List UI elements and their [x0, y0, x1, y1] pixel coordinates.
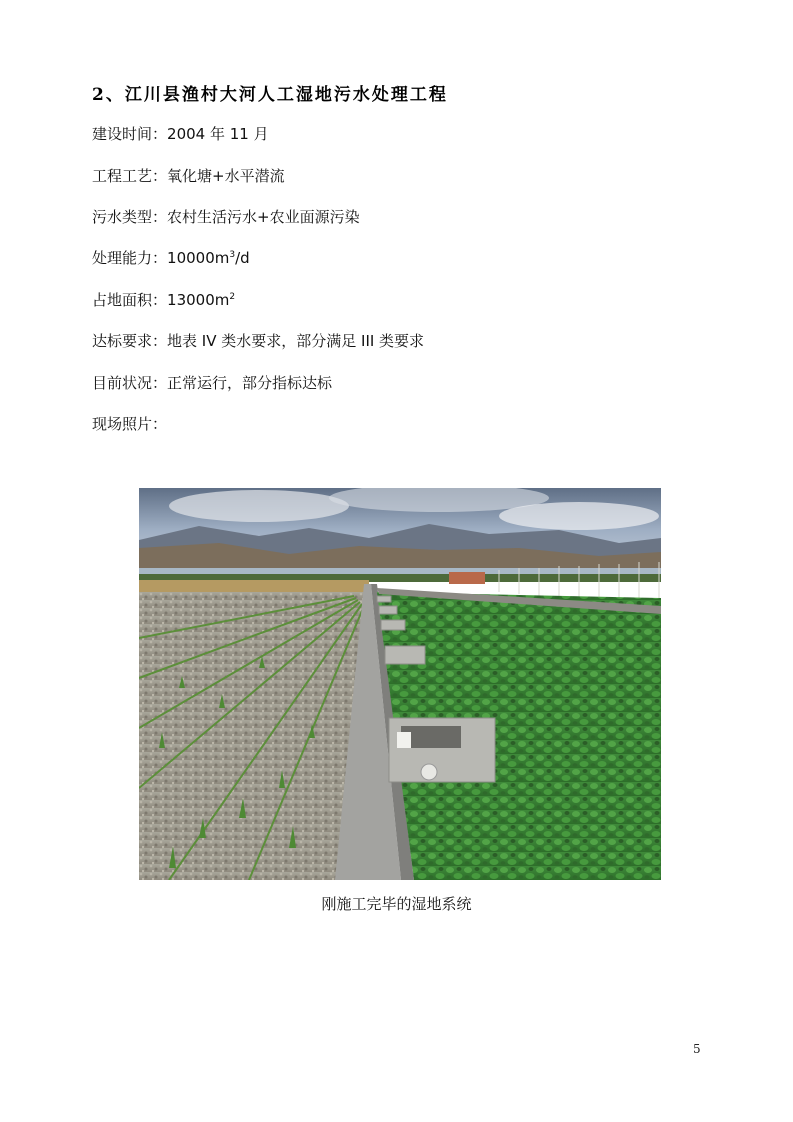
build-time-label: 建设时间 ：: [92, 125, 167, 143]
area-value: 13000m: [167, 291, 230, 309]
photos-label: 现场照片 ：: [92, 415, 167, 433]
sewage-type-value: 农村生活污水+农业面源污染: [167, 208, 360, 226]
area-label: 占地面积 ：: [92, 291, 167, 309]
capacity-unit-exponent: 3: [229, 250, 236, 260]
wetland-photo: [139, 488, 661, 880]
process-value: 氧化塘+水平潜流: [167, 167, 285, 185]
capacity-label: 处理能力 ：: [92, 249, 167, 267]
standard-value: 地表 IV 类水要求，部分满足 III 类要求: [167, 332, 425, 350]
photo-caption: 刚施工完毕的湿地系统: [321, 895, 472, 913]
sewage-type-label: 污水类型 ：: [92, 208, 167, 226]
standard-line: [92, 331, 424, 351]
capacity-value: 10000m: [167, 249, 230, 267]
status-label: 目前状况 ：: [92, 374, 167, 392]
status-value: 正常运行，部分指标达标: [167, 374, 333, 392]
photos-line: [92, 414, 167, 434]
process-line: [92, 166, 285, 186]
area-unit-exponent: 2: [229, 292, 236, 302]
process-label: 工程工艺 ：: [92, 167, 167, 185]
status-line: [92, 373, 332, 393]
build-time-value: 2004 年 11 月: [167, 125, 269, 143]
capacity-line: [92, 248, 250, 268]
sewage-type-line: [92, 207, 360, 227]
build-time-line: [92, 124, 269, 144]
area-line: [92, 290, 235, 310]
section-heading: 2、江川县渔村大河人工湿地污水处理工程: [92, 85, 448, 105]
capacity-unit-suffix: /d: [235, 249, 250, 267]
standard-label: 达标要求 ：: [92, 332, 167, 350]
page-number: 5: [693, 1042, 701, 1056]
